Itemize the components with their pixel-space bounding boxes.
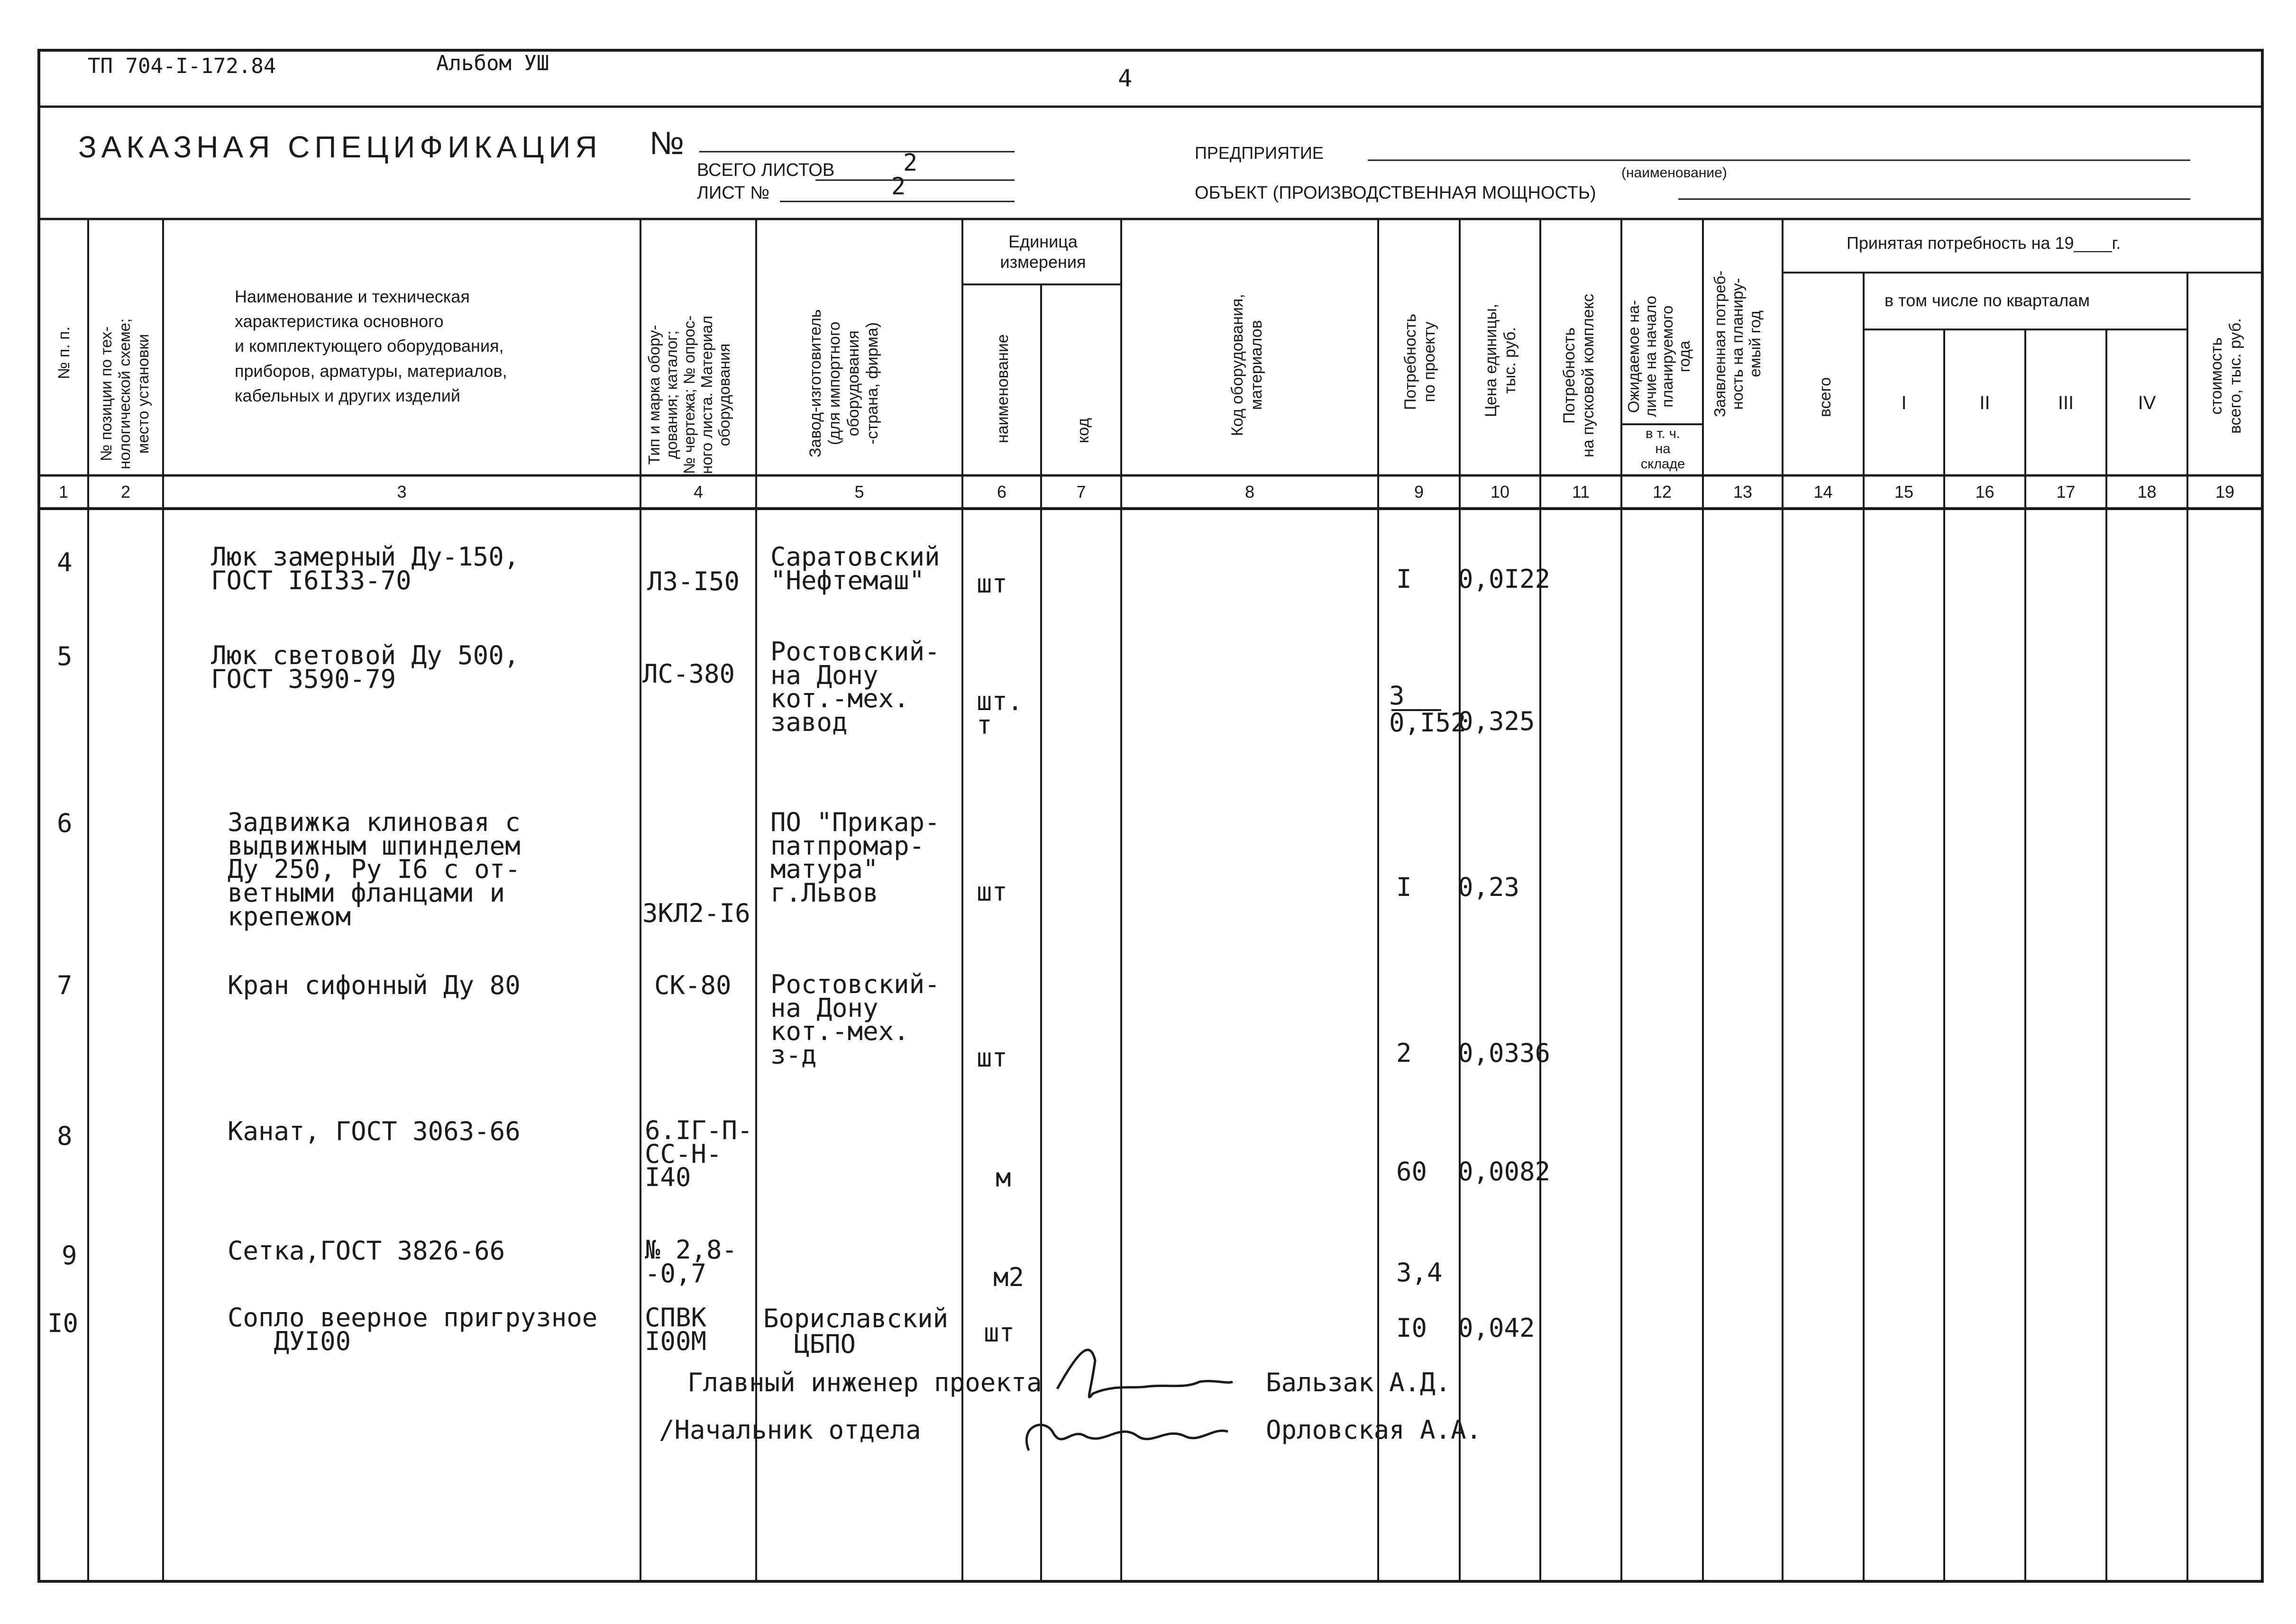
header-project-need: Потребность по проекту: [1401, 313, 1439, 410]
row-number: 4: [57, 547, 73, 577]
item-price: 0,042: [1458, 1313, 1535, 1343]
item-qty: 3,4: [1396, 1258, 1443, 1287]
department-head-title: /Начальник отдела: [659, 1415, 921, 1445]
col-number: 1: [58, 482, 69, 502]
item-price: 0,0336: [1458, 1038, 1551, 1068]
item-type: СПВК I00М: [645, 1303, 707, 1356]
row-number: I0: [47, 1308, 79, 1338]
total-sheets-value: 2: [903, 149, 918, 176]
col-number: 19: [2215, 482, 2235, 502]
chief-engineer-name: Бальзак А.Д.: [1266, 1368, 1451, 1397]
item-unit: шт. т: [977, 686, 1023, 740]
name-note: (наименование): [1621, 165, 1727, 181]
row-number: 5: [57, 641, 73, 671]
col-number: 8: [1244, 482, 1255, 502]
item-unit: шт: [984, 1318, 1015, 1348]
col-number: 18: [2137, 482, 2157, 502]
item-qty: 60: [1396, 1157, 1427, 1186]
header-name: Наименование и техническая характеристика основного и комплектующего оборудования, приборов, арматуры, материалов, кабельных и других изделий: [235, 287, 507, 405]
header-expected-stock: Ожидаемое на- личие на начало планируемого года: [1625, 296, 1693, 417]
item-name: Кран сифонный Ду 80: [228, 970, 521, 1000]
item-price: 0,325: [1458, 706, 1535, 736]
header-unit-name: наименование: [994, 334, 1012, 443]
header-equipment-code: Код оборудования, материалов: [1228, 294, 1266, 436]
item-price: 0,0I22: [1458, 564, 1551, 594]
header-quarters: в том числе по кварталам: [1884, 291, 2090, 310]
row-number: 9: [62, 1241, 77, 1270]
page-number: 4: [1118, 64, 1133, 92]
department-head-name: Орловская А.А.: [1266, 1415, 1482, 1445]
album-label: Альбом УШ: [436, 51, 549, 75]
sheet-value: 2: [891, 173, 906, 200]
sheet-label: ЛИСТ №: [697, 183, 769, 203]
header-declared-need: Заявленная потреб- ность на планиру- емый год: [1711, 270, 1764, 417]
col-number: 17: [2056, 482, 2076, 502]
row-number: 7: [57, 970, 73, 1000]
item-maker: ПО "Прикар- патпромар- матура" г.Львов: [770, 807, 940, 908]
item-type: ЛС-380: [642, 659, 735, 689]
item-name: Сетка,ГОСТ 3826-66: [228, 1236, 505, 1266]
header-unit-price: Цена единицы, тыс. руб.: [1482, 303, 1519, 417]
header-total: всего: [1816, 377, 1834, 417]
col-number: 13: [1733, 482, 1753, 502]
col-number: 3: [397, 482, 407, 502]
col-number: 2: [120, 482, 131, 502]
col-number: 12: [1652, 482, 1672, 502]
col-number: 4: [693, 482, 704, 502]
item-type: ЗКЛ2-I6: [642, 898, 750, 928]
item-unit: шт: [977, 569, 1008, 599]
item-qty: I: [1396, 564, 1412, 594]
total-sheets-label: ВСЕГО ЛИСТОВ: [697, 160, 835, 180]
object-label: ОБЪЕКТ (ПРОИЗВОДСТВЕННАЯ МОЩНОСТЬ): [1195, 183, 1596, 203]
header-q2: II: [1979, 392, 1990, 413]
item-name: Задвижка клиновая с выдвижным шпинделем Ду 250, Ру I6 с от- ветными фланцами и крепежом: [228, 807, 521, 931]
row-number: 8: [57, 1121, 73, 1151]
item-maker: Саратовский "Нефтемаш": [770, 542, 940, 595]
header-type: Тип и марка обору- дования; каталог; № чертежа; № опрос- ного листа. Материал оборудования: [645, 315, 733, 474]
header-accepted-need: Принятая потребность на 19____г.: [1847, 233, 2121, 253]
col-number: 14: [1813, 482, 1833, 502]
header-q4: IV: [2138, 392, 2156, 413]
item-unit: шт: [977, 877, 1008, 907]
item-unit: м: [996, 1163, 1011, 1193]
header-position: № позиции по тех- нологической схеме; место установки: [97, 318, 152, 469]
item-type: 6.IГ-П- СС-Н- I40: [645, 1115, 753, 1193]
item-price: 0,0082: [1458, 1157, 1551, 1186]
item-name: Люк замерный Ду-150, ГОСТ I6I33-70: [211, 542, 520, 595]
item-unit: шт: [977, 1043, 1008, 1073]
enterprise-label: ПРЕДПРИЯТИЕ: [1195, 143, 1324, 163]
row-number: 6: [57, 808, 73, 838]
header-q1: I: [1901, 392, 1907, 413]
page-title: ЗАКАЗНАЯ СПЕЦИФИКАЦИЯ: [78, 130, 602, 164]
col-number: 9: [1414, 482, 1424, 502]
header-unit-code: код: [1074, 418, 1092, 443]
header-cost: стоимость всего, тыс. руб.: [2207, 318, 2245, 434]
item-name: Сопло веерное пригрузное ДУI00: [228, 1303, 598, 1356]
item-qty: I0: [1396, 1313, 1427, 1343]
item-maker: Ростовский- на Дону кот.-мех. завод: [770, 637, 940, 738]
item-name: Люк световой Ду 500, ГОСТ 3590-79: [211, 640, 520, 694]
item-type: № 2,8- -0,7: [645, 1235, 738, 1288]
item-qty: I: [1396, 872, 1412, 902]
col-number: 6: [997, 482, 1007, 502]
item-qty: 3 0,I52: [1389, 681, 1466, 738]
header-row-number: № п. п.: [55, 326, 73, 379]
item-maker: Ростовский- на Дону кот.-мех. з-д: [770, 969, 940, 1070]
col-number: 7: [1076, 482, 1086, 502]
item-qty: 2: [1396, 1038, 1412, 1068]
col-number: 16: [1975, 482, 1994, 502]
header-unit: Единица измерения: [1000, 232, 1086, 272]
header-launch-need: Потребность на пусковой комплекс: [1560, 293, 1598, 457]
item-type: СК-80: [654, 970, 732, 1000]
item-type: ЛЗ-I50: [647, 566, 740, 596]
item-price: 0,23: [1458, 872, 1520, 902]
col-number: 5: [854, 482, 864, 502]
col-number: 11: [1572, 482, 1590, 502]
item-name: Канат, ГОСТ 3063-66: [228, 1116, 521, 1146]
item-maker: Бориславский ЦБПО: [763, 1304, 949, 1359]
number-sign: №: [649, 125, 684, 161]
header-q3: III: [2058, 392, 2074, 413]
header-in-stock: в т. ч. на складе: [1640, 426, 1685, 472]
item-unit: м2: [993, 1262, 1025, 1292]
col-number: 15: [1894, 482, 1914, 502]
col-number: 10: [1490, 482, 1510, 502]
doc-code: ТП 704-I-172.84: [88, 54, 276, 78]
header-maker: Завод-изготовитель (для импортного оборудования -страна, фирма): [806, 309, 882, 457]
chief-engineer-title: Главный инженер проекта: [687, 1368, 1042, 1397]
